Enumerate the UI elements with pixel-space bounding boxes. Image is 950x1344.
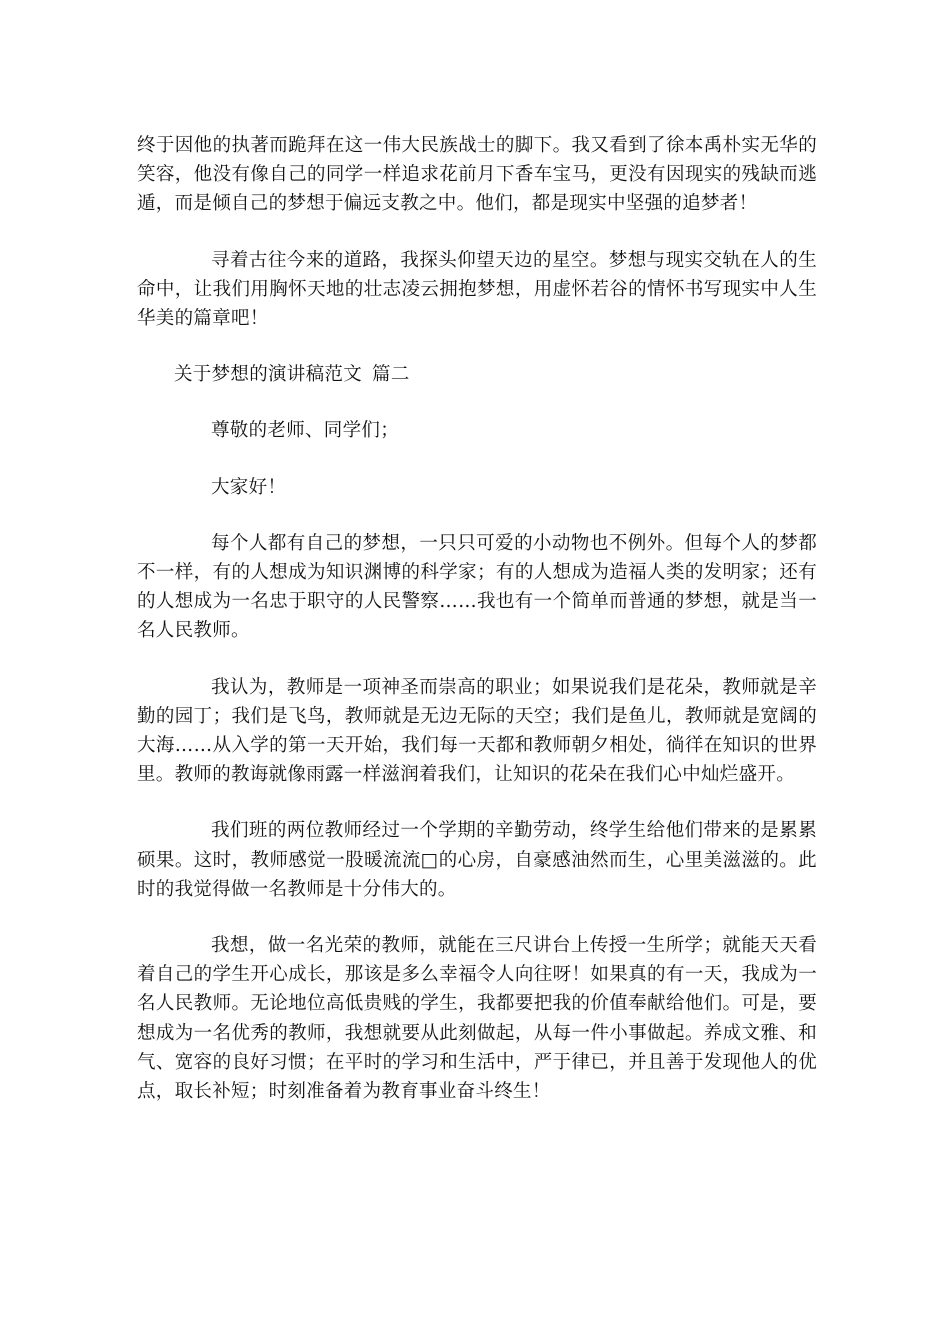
- paragraph-dreams: 每个人都有自己的梦想，一只只可爱的小动物也不例外。但每个人的梦都不一样，有的人想成为知识渊博的科学家；有的人想成为造福人类的发明家；还有的人想成为一名忠于职守的人民警察……我也有一个简单而普通的梦想，就是当一名人民教师。: [137, 532, 817, 642]
- paragraph-teacher-profession: 我认为，教师是一项神圣而崇高的职业；如果说我们是花朵，教师就是辛勤的园丁；我们是飞鸟，教师就是无边无际的天空；我们是鱼儿，教师就是宽阔的大海……从入学的第一天开始，我们每一天都和教师朝夕相处，徜徉在知识的世界里。教师的教诲就像雨露一样滋润着我们，让知识的花朵在我们心中灿烂盛开。: [137, 676, 817, 786]
- paragraph-aspiration: 我想，做一名光荣的教师，就能在三尺讲台上传授一生所学；就能天天看着自己的学生开心成长，那该是多么幸福令人向往呀！如果真的有一天，我成为一名人民教师。无论地位高低贵贱的学生，我都要把我的价值奉献给他们。可是，要想成为一名优秀的教师，我想就要从此刻做起，从每一件小事做起。养成文雅、和气、宽容的良好习惯；在平时的学习和生活中，严于律已，并且善于发现他人的优点，取长补短；时刻准备着为教育事业奋斗终生！: [137, 935, 817, 1103]
- document-page: [137, 131, 817, 1106]
- paragraph-class-teachers: 我们班的两位教师经过一个学期的辛勤劳动，终学生给他们带来的是累累硕果。这时，教师感觉一股暖流流□的心房，自豪感油然而生，心里美滋滋的。此时的我觉得做一名教师是十分伟大的。: [137, 820, 817, 900]
- paragraph-continuation: 终于因他的执著而跪拜在这一伟大民族战士的脚下。我又看到了徐本禹朴实无华的笑容，他没有像自己的同学一样追求花前月下香车宝马，更没有因现实的残缺而逃遁，而是倾自己的梦想于偏远支教之中。他们，都是现实中坚强的追梦者！: [137, 135, 817, 215]
- section-heading: [137, 360, 817, 389]
- salutation: 尊敬的老师、同学们；: [211, 420, 400, 442]
- section-heading-title: 关于梦想的演讲稿范文: [174, 364, 363, 386]
- section-heading-suffix: 篇二: [372, 364, 410, 386]
- greeting: 大家好！: [211, 476, 287, 498]
- paragraph-closing: 寻着古往今来的道路，我探头仰望天边的星空。梦想与现实交轨在人的生命中，让我们用胸怀天地的壮志凌云拥抱梦想，用虚怀若谷的情怀书写现实中人生华美的篇章吧！: [137, 249, 817, 330]
